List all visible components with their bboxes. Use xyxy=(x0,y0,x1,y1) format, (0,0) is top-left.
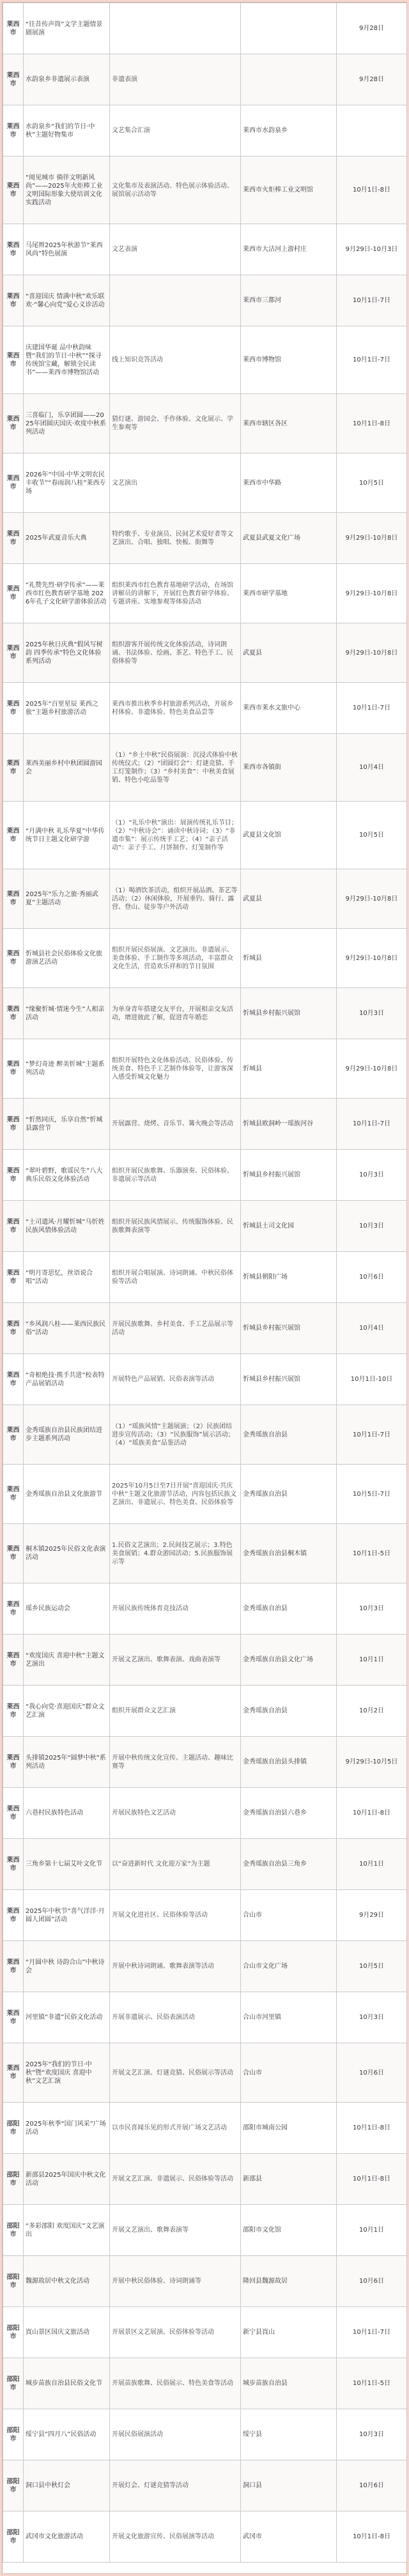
event-time-cell: 10月3日 xyxy=(337,2409,407,2460)
table-row xyxy=(3,1583,407,1635)
table-row xyxy=(3,623,407,683)
city-cell: 邵阳市 xyxy=(3,2205,24,2256)
event-time-cell: 10月1日-8日 xyxy=(337,2511,407,2563)
table-row xyxy=(3,1099,407,1150)
city-cell: 莱西市 xyxy=(3,1150,24,1201)
event-name-cell: “梦幻奇迹 醉美忻城”主题系列活动 xyxy=(24,1039,110,1099)
city-cell: 莱西市 xyxy=(3,224,24,275)
event-time-cell: 10月3日 xyxy=(337,1150,407,1201)
city-cell: 莱西市 xyxy=(3,1635,24,1686)
table-row xyxy=(3,988,407,1039)
event-name-cell: 绥宁县“四月八”民俗活动 xyxy=(24,2409,110,2460)
event-location-cell: 金秀瑶族自治县桐木镇 xyxy=(241,1524,337,1583)
table-row xyxy=(3,1890,407,1941)
table-row xyxy=(3,2307,407,2358)
event-location-cell: 新邵县 xyxy=(241,2154,337,2205)
event-location-cell: 隆回县魏源故居 xyxy=(241,2256,337,2307)
event-description-cell: 组织游客开展传统文化体验活动，诗词朗诵、书法体验、绘画、茶艺、特色手工、民俗体验等 xyxy=(110,623,241,683)
event-description-cell: 开展文艺演出、歌舞表演等 xyxy=(110,2205,241,2256)
event-name-cell: “月满中秋 礼乐华夏”中华传统节日主题文化研学游 xyxy=(24,802,110,869)
event-time-cell: 10月6日 xyxy=(337,1252,407,1303)
table-row xyxy=(3,275,407,326)
table-row xyxy=(3,869,407,929)
event-time-cell: 9月29日-10月8日 xyxy=(337,929,407,988)
table-row xyxy=(3,2358,407,2409)
city-cell: 莱西市 xyxy=(3,1099,24,1150)
event-name-cell: 崀山景区国庆文旅活动 xyxy=(24,2307,110,2358)
city-cell: 莱西市 xyxy=(3,275,24,326)
event-time-cell: 10月5日 xyxy=(337,453,407,513)
event-name-cell: 莱西美丽乡村中秋团圆游园会 xyxy=(24,734,110,802)
event-time-cell: 10月5日 xyxy=(337,1941,407,1992)
city-cell: 莱西市 xyxy=(3,54,24,105)
table-row xyxy=(3,1150,407,1201)
city-cell: 莱西市 xyxy=(3,1788,24,1839)
event-time-cell: 9月29日-10月8日 xyxy=(337,513,407,564)
table-row xyxy=(3,2256,407,2307)
event-name-cell: 2025年“百里星辰 莱西之旅”主题乡村旅游活动 xyxy=(24,683,110,734)
event-time-cell: 10月4日 xyxy=(337,1303,407,1354)
table-row xyxy=(3,2460,407,2511)
event-description-cell: 文化集市及表演活动、特色展示体验活动、展馆展示活动等 xyxy=(110,156,241,224)
event-time-cell: 10月2日 xyxy=(337,1686,407,1737)
event-location-cell: 合山市文化广场 xyxy=(241,1941,337,1992)
city-cell: 莱西市 xyxy=(3,1039,24,1099)
table-row xyxy=(3,1686,407,1737)
event-time-cell: 10月1日-10日 xyxy=(337,1354,407,1405)
event-name-cell: 忻城县社会民俗体验文化旅游演艺活动 xyxy=(24,929,110,988)
table-row xyxy=(3,1788,407,1839)
event-location-cell: 莱西市大沽河上游村庄 xyxy=(241,224,337,275)
event-description-cell: 开展民族特色文艺活动 xyxy=(110,1788,241,1839)
table-row xyxy=(3,2043,407,2103)
event-time-cell: 9月29日-10月8日 xyxy=(337,1039,407,1099)
event-description-cell: 开展景区文艺展演、民俗体验等活动 xyxy=(110,2307,241,2358)
event-name-cell: 六巷村民族特色活动 xyxy=(24,1788,110,1839)
event-name-cell: 2025年“乐力之旅·秀丽武夏”主题活动 xyxy=(24,869,110,929)
event-name-cell: 2025年秋日庆典“假风写树韵 四季传承”特色文化体验系列活动 xyxy=(24,623,110,683)
event-time-cell: 9月29日-10月8日 xyxy=(337,564,407,623)
event-location-cell: 合山市 xyxy=(241,1890,337,1941)
event-location-cell: 莱西市各镇街 xyxy=(241,734,337,802)
event-location-cell: 新宁县崀山 xyxy=(241,2307,337,2358)
event-description-cell: 开展文化旅游宣传、民俗展演等活动 xyxy=(110,2511,241,2563)
event-location-cell: 武夏县武夏文化广场 xyxy=(241,513,337,564)
table-row xyxy=(3,1465,407,1524)
event-location-cell: 金秀瑶族自治县 xyxy=(241,1686,337,1737)
city-cell: 莱西市 xyxy=(3,1992,24,2043)
event-description-cell: 莱西市推出秋季乡村旅游系列活动，开展乡村体验、非遗体验、特色美食品尝等 xyxy=(110,683,241,734)
city-cell: 莱西市 xyxy=(3,1890,24,1941)
event-location-cell: 合山市河里镇 xyxy=(241,1992,337,2043)
event-name-cell: 金秀瑶族自治县文化旅游节 xyxy=(24,1465,110,1524)
city-cell: 莱西市 xyxy=(3,394,24,453)
city-cell: 莱西市 xyxy=(3,1839,24,1890)
event-time-cell: 10月3日 xyxy=(337,1992,407,2043)
event-description-cell: 猜灯谜、游园会、手作体验、文化展示、学生参观等 xyxy=(110,394,241,453)
city-cell: 莱西市 xyxy=(3,1583,24,1635)
event-time-cell: 10月1日-7日 xyxy=(337,1405,407,1465)
city-cell: 邵阳市 xyxy=(3,2511,24,2563)
event-time-cell: 10月6日 xyxy=(337,2460,407,2511)
event-time-cell: 10月1日-7日 xyxy=(337,683,407,734)
table-row xyxy=(3,54,407,105)
city-cell: 莱西市 xyxy=(3,453,24,513)
event-location-cell: 忻城县土司文化园 xyxy=(241,1201,337,1252)
event-time-cell: 10月6日 xyxy=(337,2256,407,2307)
event-name-cell: 2025年武夏音乐大典 xyxy=(24,513,110,564)
event-name-cell: 洞口县中秋灯会 xyxy=(24,2460,110,2511)
event-time-cell: 10月1日 xyxy=(337,1839,407,1890)
event-name-cell: 新邵县2025年国庆中秋文化活动 xyxy=(24,2154,110,2205)
event-time-cell: 10月1日-7日 xyxy=(337,1099,407,1150)
table-row xyxy=(3,1354,407,1405)
event-description-cell: 开展灯会、灯谜竞猜等活动 xyxy=(110,2460,241,2511)
city-cell: 莱西市 xyxy=(3,1524,24,1583)
event-time-cell: 9月29日 xyxy=(337,1890,407,1941)
table-row xyxy=(3,1201,407,1252)
event-name-cell: “忻然同庆，乐享自然”忻城县露营节 xyxy=(24,1099,110,1150)
table-row xyxy=(3,3,407,54)
city-cell: 莱西市 xyxy=(3,513,24,564)
event-description-cell: （1）“礼乐中秋”演出：展演传统礼乐节目；（2）“中秋诗会”：诵读中秋诗词；（3）“非遗市集”：展示传统手工艺；（4）“亲子活动”：亲子手工、月饼制作、灯笼制作等 xyxy=(110,802,241,869)
event-time-cell: 10月1日-8日 xyxy=(337,2103,407,2154)
city-cell: 邵阳市 xyxy=(3,2103,24,2154)
table-row xyxy=(3,1524,407,1583)
event-name-cell: “喜迎国庆 情满中秋”欢乐联欢·“馨心向党”爱心义诊活动 xyxy=(24,275,110,326)
table-row xyxy=(3,1303,407,1354)
city-cell: 莱西市 xyxy=(3,564,24,623)
event-time-cell: 10月6日 xyxy=(337,2043,407,2103)
event-time-cell: 10月1日-8日 xyxy=(337,156,407,224)
table-row xyxy=(3,1737,407,1788)
event-location-cell: 金秀瑶族自治县三角乡 xyxy=(241,1839,337,1890)
event-location-cell: 莱西市辖区各区 xyxy=(241,394,337,453)
event-description-cell: 开展民俗展演活动 xyxy=(110,2409,241,2460)
event-time-cell: 10月1日-8日 xyxy=(337,1788,407,1839)
event-location-cell: 金秀瑶族自治县 xyxy=(241,1583,337,1635)
event-name-cell: “阅见城市 徜徉文明新风尚”——2025年火炬棒工业文明国际形象大使培训文化实践活动 xyxy=(24,156,110,224)
table-row xyxy=(3,156,407,224)
event-name-cell: “多彩邵阳 欢度国庆”文艺演出 xyxy=(24,2205,110,2256)
city-cell: 莱西市 xyxy=(3,1201,24,1252)
city-cell: 邵阳市 xyxy=(3,2154,24,2205)
event-name-cell: 2026年“中国·中华文明农民丰收节”“春雨润八桂”莱西专场 xyxy=(24,453,110,513)
event-description-cell: 开展文艺汇演、灯谜竞猜、民俗展示等活动 xyxy=(110,2043,241,2103)
table-row xyxy=(3,1941,407,1992)
table-row xyxy=(3,683,407,734)
event-description-cell: 为单身青年搭建交友平台，开展相亲交友活动，增进彼此了解，促进青年婚恋 xyxy=(110,988,241,1039)
table-row xyxy=(3,2409,407,2460)
event-name-cell: 金秀瑶族自治县民族团结进步主题系列活动 xyxy=(24,1405,110,1465)
event-location-cell: 莱西市中华路 xyxy=(241,453,337,513)
event-description-cell: 文艺表演 xyxy=(110,224,241,275)
table-row xyxy=(3,2205,407,2256)
event-name-cell: 2025年秋季“国门风采”广场活动 xyxy=(24,2103,110,2154)
event-location-cell: 合山市 xyxy=(241,2043,337,2103)
event-description-cell: 组织开展群众文艺汇演 xyxy=(110,1686,241,1737)
schedule-body xyxy=(3,3,407,2563)
city-cell: 邵阳市 xyxy=(3,2460,24,2511)
event-location-cell: 忻城县 xyxy=(241,929,337,988)
event-description-cell: 非遗表演 xyxy=(110,54,241,105)
event-description-cell: 开展文艺汇演、非遗展示、民俗体验等活动 xyxy=(110,2154,241,2205)
event-time-cell: 10月1日-7日 xyxy=(337,275,407,326)
event-location-cell: 莱西市水韵泉乡 xyxy=(241,105,337,156)
event-location-cell: 莱西市三都河 xyxy=(241,275,337,326)
event-time-cell: 10月1日-5日 xyxy=(337,1524,407,1583)
event-name-cell: 2025年中秋节“喜气洋洋·月圆人团圆”活动 xyxy=(24,1890,110,1941)
event-location-cell: 洞口县 xyxy=(241,2460,337,2511)
event-name-cell: 马尾辫2025年秋游节“莱西风尚”特色展演 xyxy=(24,224,110,275)
event-location-cell: 忻城县乡村振兴展馆 xyxy=(241,988,337,1039)
event-location-cell: 莱西市博物馆 xyxy=(241,326,337,394)
city-cell: 邵阳市 xyxy=(3,2358,24,2409)
city-cell: 邵阳市 xyxy=(3,2409,24,2460)
event-time-cell: 10月1日-7日 xyxy=(337,2307,407,2358)
event-time-cell: 10月3日 xyxy=(337,1201,407,1252)
event-time-cell: 10月1日-7日 xyxy=(337,326,407,394)
schedule-frame xyxy=(2,2,407,2574)
event-description-cell: 开展中秋诗词朗诵、歌舞表演等活动 xyxy=(110,1941,241,1992)
event-location-cell: 忻城县乡村振兴展馆 xyxy=(241,1303,337,1354)
event-description-cell: （1）“乡土中秋”民俗展演：沉浸式体验中秋传统仪式；（2）“团圆灯会”：灯谜竞猜、手工灯笼制作；（3）“乡村美食”：中秋美食展销、特色小吃品鉴等 xyxy=(110,734,241,802)
event-time-cell: 9月29日-10月8日 xyxy=(337,623,407,683)
event-description-cell: 开展文艺演出、歌舞表演、戏曲表演等 xyxy=(110,1635,241,1686)
event-location-cell: 邵阳市城南公园 xyxy=(241,2103,337,2154)
table-row xyxy=(3,2103,407,2154)
city-cell: 莱西市 xyxy=(3,1941,24,1992)
table-row xyxy=(3,1405,407,1465)
event-location-cell: 金秀瑶族自治县 xyxy=(241,1465,337,1524)
event-time-cell: 10月1日-5日 xyxy=(337,2358,407,2409)
event-description-cell: 1.民俗文艺演出；2.民间技艺展示；3.特色美食展销；4.群众游园活动；5.民族服饰展示等 xyxy=(110,1524,241,1583)
table-row xyxy=(3,802,407,869)
event-time-cell: 10月3日 xyxy=(337,988,407,1039)
city-cell: 莱西市 xyxy=(3,683,24,734)
event-description-cell: 线上知识竞答活动 xyxy=(110,326,241,394)
city-cell: 莱西市 xyxy=(3,105,24,156)
event-time-cell: 9月28日 xyxy=(337,3,407,54)
table-row xyxy=(3,2511,407,2563)
event-time-cell: 9月28日 xyxy=(337,54,407,105)
event-time-cell: 10月1日-8日 xyxy=(337,2154,407,2205)
table-row xyxy=(3,1992,407,2043)
city-cell: 邵阳市 xyxy=(3,2307,24,2358)
event-name-cell: “我心向党·喜迎国庆”群众文艺汇演 xyxy=(24,1686,110,1737)
event-time-cell: 10月1日 xyxy=(337,1635,407,1686)
city-cell: 莱西市 xyxy=(3,869,24,929)
event-description-cell: 组织莱西市红色教育基地研学活动，在场馆讲解员的讲解下，开展红色教育研学体验、专题讲座、实地参观等体验活动 xyxy=(110,564,241,623)
event-name-cell: “礼赞先烈·研学传承”——莱西市红色教育研学基地 2026年孔子文化研学游体验活动 xyxy=(24,564,110,623)
event-description-cell: 2025年10月5日至7日开展“喜迎国庆·共庆中秋”主题文化旅游节活动，内容包括民族文艺演出、非遗展示、特色美食、民俗体验等 xyxy=(110,1465,241,1524)
event-description-cell: 组织开展特色文化体验活动、民俗体验、传统美食、特色手工艺制作体验等，让游客深入感受忻城文化魅力 xyxy=(110,1039,241,1099)
city-cell: 莱西市 xyxy=(3,1354,24,1405)
city-cell: 莱西市 xyxy=(3,988,24,1039)
city-cell: 莱西市 xyxy=(3,1252,24,1303)
event-name-cell: 城步苗族自治县民俗文化节 xyxy=(24,2358,110,2409)
table-row xyxy=(3,734,407,802)
event-description-cell: 开展非遗展示、民俗表演活动 xyxy=(110,1992,241,2043)
event-location-cell: 邵阳市文化馆 xyxy=(241,2205,337,2256)
city-cell: 莱西市 xyxy=(3,2043,24,2103)
city-cell: 莱西市 xyxy=(3,1686,24,1737)
event-description-cell: 开展特色产品展销、民俗表演等活动 xyxy=(110,1354,241,1405)
event-name-cell: “月圆中秋 诗韵合山”中秋诗会 xyxy=(24,1941,110,1992)
city-cell: 莱西市 xyxy=(3,1405,24,1465)
event-time-cell: 9月29日-10月8日 xyxy=(337,869,407,929)
event-location-cell xyxy=(241,3,337,54)
event-description-cell: （1）喝酒饮茶活动，组织开展品酒、茶艺等活动；（2）休闲体验，开展垂钓、骑行、露营、登山、徒步等户外活动 xyxy=(110,869,241,929)
event-time-cell: 9月29日-10月5日 xyxy=(337,1737,407,1788)
event-time-cell xyxy=(337,105,407,156)
event-description-cell: 开展苗族歌舞、民俗展示、特色美食等活动 xyxy=(110,2358,241,2409)
event-time-cell: 10月5日-7日 xyxy=(337,1465,407,1524)
table-row xyxy=(3,1039,407,1099)
event-name-cell: 头排镇2025年“圆梦中秋”系列活动 xyxy=(24,1737,110,1788)
city-cell: 莱西市 xyxy=(3,1465,24,1524)
event-name-cell: “翠叶碧野，歌谣民生”八大典乐民俗文化体验活动 xyxy=(24,1150,110,1201)
event-description-cell: （1）“瑶族风情”主题展演；（2）民族团结进步宣传活动；（3）“民族服饰”展示活动；（4）“瑶族美食”品鉴活动 xyxy=(110,1405,241,1465)
event-description-cell xyxy=(110,275,241,326)
event-schedule-table xyxy=(3,3,407,2563)
city-cell: 莱西市 xyxy=(3,156,24,224)
event-location-cell: 莱西市研学基地 xyxy=(241,564,337,623)
event-name-cell: 水韵泉乡非遗展示表演 xyxy=(24,54,110,105)
event-description-cell: 组织开展合唱展演、诗词朗诵、中秋民俗体验等活动 xyxy=(110,1252,241,1303)
city-cell: 莱西市 xyxy=(3,802,24,869)
event-location-cell: 金秀瑶族自治县文化广场 xyxy=(241,1635,337,1686)
event-name-cell: 庆建国华诞 品中秋韵味暨“我们的节日·中秋”“探寻传统馆宝藏，解锁全民读书”——莱西市博物馆活动 xyxy=(24,326,110,394)
city-cell: 邵阳市 xyxy=(3,2256,24,2307)
event-location-cell: 忻城县 xyxy=(241,1039,337,1099)
event-description-cell: 以“奋进新时代 文化迎万家”为主题 xyxy=(110,1839,241,1890)
city-cell: 莱西市 xyxy=(3,1737,24,1788)
table-row xyxy=(3,1839,407,1890)
event-location-cell: 武夏县文化馆 xyxy=(241,802,337,869)
event-name-cell: 河里镇“非遗”民俗文化活动 xyxy=(24,1992,110,2043)
event-time-cell: 10月1日-8日 xyxy=(337,394,407,453)
event-description-cell: 特约歌手、专业演员、民间艺术爱好者等文艺演出、合唱、独唱、快板、街舞等 xyxy=(110,513,241,564)
city-cell: 莱西市 xyxy=(3,929,24,988)
event-description-cell: 开展民族传统体育竞技活动 xyxy=(110,1583,241,1635)
event-name-cell: “乡风润八桂——莱西民族民俗”活动 xyxy=(24,1303,110,1354)
table-row xyxy=(3,1252,407,1303)
table-row xyxy=(3,453,407,513)
event-location-cell: 莱西市莱水文旅中心 xyxy=(241,683,337,734)
event-description-cell: 组织开展民俗展演、文艺演出、非遗展示、美食体验、手工制作等多项活动，丰富群众文化生活，营造欢乐祥和的节日氛围 xyxy=(110,929,241,988)
event-location-cell: 忻城县乡村振兴展馆 xyxy=(241,1354,337,1405)
table-row xyxy=(3,224,407,275)
event-location-cell: 忻城县朝阳广场 xyxy=(241,1252,337,1303)
event-time-cell: 10月1日 xyxy=(337,2205,407,2256)
event-description-cell: 以市民喜闻乐见的形式开展广场文艺活动 xyxy=(110,2103,241,2154)
event-description-cell xyxy=(110,3,241,54)
event-location-cell: 莱西市火炬棒工业文明馆 xyxy=(241,156,337,224)
table-row xyxy=(3,394,407,453)
event-description-cell: 开展民族歌舞、乡村美食、手工艺品展示等活动 xyxy=(110,1303,241,1354)
event-time-cell: 10月4日 xyxy=(337,734,407,802)
event-location-cell: 忻城县欧洞岭一瑶族河谷 xyxy=(241,1099,337,1150)
event-location-cell: 武冈市 xyxy=(241,2511,337,2563)
event-name-cell: “缘聚忻城·情迷今生”人相亲活动 xyxy=(24,988,110,1039)
event-name-cell: “往昔传声筒”文学主题情景剧展演 xyxy=(24,3,110,54)
event-location-cell: 金秀瑶族自治县头排镇 xyxy=(241,1737,337,1788)
city-cell: 莱西市 xyxy=(3,3,24,54)
event-name-cell: 桐木镇2025年民俗文化表演活动 xyxy=(24,1524,110,1583)
event-description-cell: 文艺演出 xyxy=(110,453,241,513)
event-name-cell: 水韵泉乡“我们的节日·中秋”主题好物集市 xyxy=(24,105,110,156)
event-description-cell: 开展中秋传统文化宣传、主题活动、趣味比赛等 xyxy=(110,1737,241,1788)
table-row xyxy=(3,105,407,156)
event-name-cell: “奇根绝技·携手共进”校表特产品展销活动 xyxy=(24,1354,110,1405)
table-row xyxy=(3,2154,407,2205)
event-name-cell: 三喜临门，乐享团圆——2025年团圆庆国庆·欢度中秋系列活动 xyxy=(24,394,110,453)
event-name-cell: 三角乡第十七届艾叶文化节 xyxy=(24,1839,110,1890)
event-name-cell: 武冈市文化旅游活动 xyxy=(24,2511,110,2563)
event-description-cell: 文艺集合汇演 xyxy=(110,105,241,156)
event-location-cell: 金秀瑶族自治县六巷乡 xyxy=(241,1788,337,1839)
city-cell: 莱西市 xyxy=(3,326,24,394)
event-time-cell: 10月3日 xyxy=(337,1583,407,1635)
table-row xyxy=(3,326,407,394)
event-location-cell: 武夏县 xyxy=(241,869,337,929)
event-description-cell: 开展中秋民俗体验、诗词朗诵等 xyxy=(110,2256,241,2307)
event-name-cell: 魏源故居中秋文化活动 xyxy=(24,2256,110,2307)
city-cell: 莱西市 xyxy=(3,623,24,683)
event-name-cell: 瑶乡民族运动会 xyxy=(24,1583,110,1635)
event-description-cell: 开展文化进社区、民俗体验等活动 xyxy=(110,1890,241,1941)
event-time-cell: 10月5日 xyxy=(337,802,407,869)
event-location-cell: 金秀瑶族自治县 xyxy=(241,1405,337,1465)
table-row xyxy=(3,1635,407,1686)
table-row xyxy=(3,513,407,564)
city-cell: 莱西市 xyxy=(3,1303,24,1354)
event-location-cell: 忻城县乡村振兴展馆 xyxy=(241,1150,337,1201)
table-row xyxy=(3,929,407,988)
event-name-cell: “土司遗风·月耀忻城”马忻姓民族风情体验活动 xyxy=(24,1201,110,1252)
event-location-cell: 绥宁县 xyxy=(241,2409,337,2460)
event-name-cell: “欢度国庆 喜迎中秋”主题文艺演出 xyxy=(24,1635,110,1686)
event-name-cell: 2025年“我们的节日·中秋”暨“欢度国庆 喜迎中秋”文艺汇演 xyxy=(24,2043,110,2103)
event-name-cell: “明月寄思忆，丝语说合唱”活动 xyxy=(24,1252,110,1303)
event-location-cell: 城步苗族自治县 xyxy=(241,2358,337,2409)
event-description-cell: 组织开展民族风情展示、传统服饰体验、民族歌舞表演等 xyxy=(110,1201,241,1252)
city-cell: 莱西市 xyxy=(3,734,24,802)
event-location-cell: 武夏县 xyxy=(241,623,337,683)
table-row xyxy=(3,564,407,623)
event-description-cell: 组织开展民族歌舞、乐器演奏、民俗体验、非遗展示等活动 xyxy=(110,1150,241,1201)
event-location-cell xyxy=(241,54,337,105)
event-time-cell: 9月29日-10月3日 xyxy=(337,224,407,275)
event-description-cell: 开展露营、烧烤、音乐节、篝火晚会等活动 xyxy=(110,1099,241,1150)
